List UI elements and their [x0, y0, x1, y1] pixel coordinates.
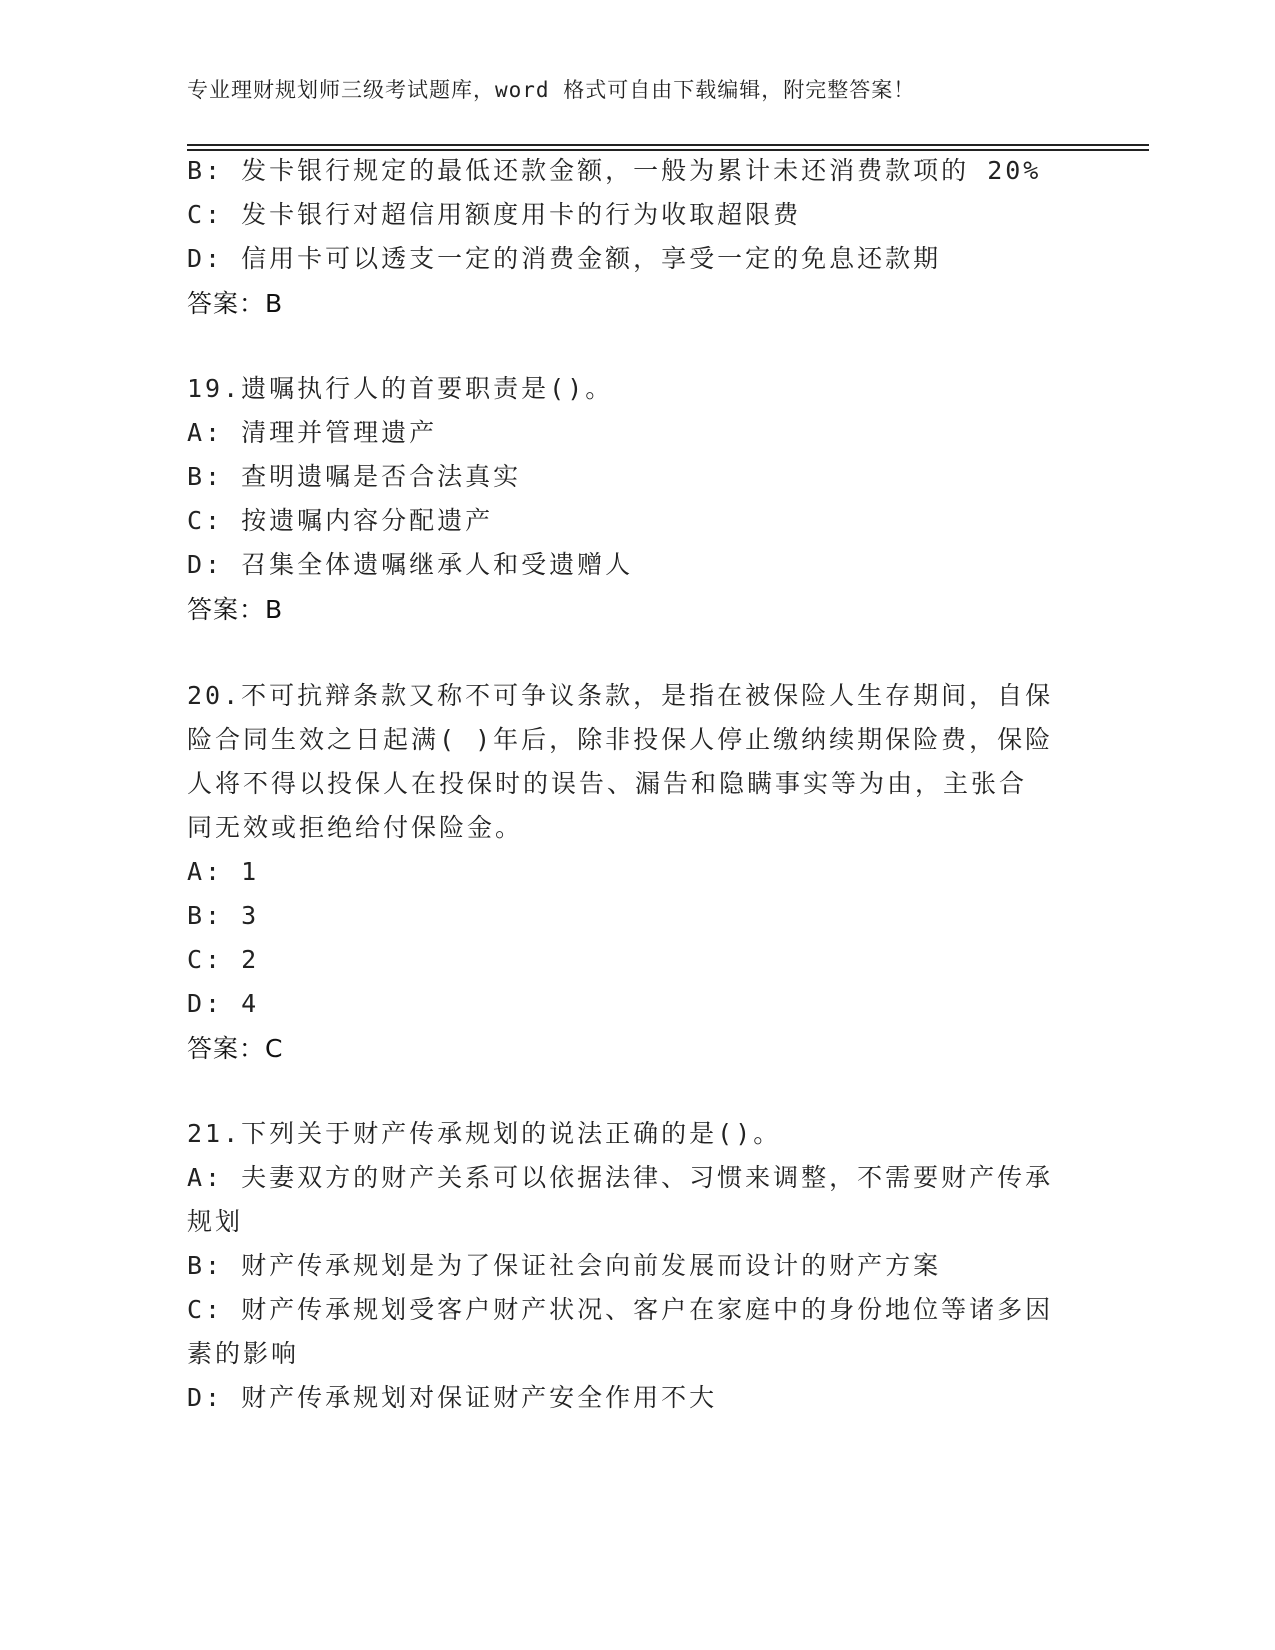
q18-answer — [187, 288, 283, 320]
answer-label: 答案： — [187, 1034, 266, 1063]
q21-option-b: B: 财产传承规划是为了保证社会向前发展而设计的财产方案 — [187, 1251, 942, 1280]
q18-option-c: C: 发卡银行对超信用额度用卡的行为收取超限费 — [187, 200, 802, 229]
answer-value: B — [265, 289, 284, 318]
q18-option-d: D: 信用卡可以透支一定的消费金额，享受一定的免息还款期 — [187, 244, 942, 273]
answer-label: 答案： — [187, 595, 266, 624]
q21-option-c-line-1: C: 财产传承规划受客户财产状况、客户在家庭中的身份地位等诸多因 — [187, 1295, 1054, 1324]
q20-option-c: C: 2 — [187, 945, 260, 974]
q21-option-d: D: 财产传承规划对保证财产安全作用不大 — [187, 1383, 718, 1412]
q19-option-b: B: 查明遗嘱是否合法真实 — [187, 462, 522, 491]
q19-option-c: C: 按遗嘱内容分配遗产 — [187, 506, 494, 535]
answer-value: B — [265, 595, 284, 624]
q20-stem-line-1: 20.不可抗辩条款又称不可争议条款，是指在被保险人生存期间，自保 — [187, 681, 1054, 710]
q20-answer — [187, 1033, 283, 1065]
q20-option-d: D: 4 — [187, 989, 260, 1018]
q21-stem: 21.下列关于财产传承规划的说法正确的是()。 — [187, 1119, 782, 1148]
q21-option-a-line-2: 规划 — [187, 1207, 244, 1236]
page-header: 专业理财规划师三级考试题库，word 格式可自由下载编辑，附完整答案！ — [187, 78, 916, 102]
answer-value: C — [265, 1034, 284, 1063]
q21-option-a-line-1: A: 夫妻双方的财产关系可以依据法律、习惯来调整，不需要财产传承 — [187, 1163, 1054, 1192]
q19-option-a: A: 清理并管理遗产 — [187, 418, 438, 447]
q18-option-b: B: 发卡银行规定的最低还款金额，一般为累计未还消费款项的 20% — [187, 156, 1042, 185]
q20-stem-line-2: 险合同生效之日起满( )年后，除非投保人停止缴纳续期保险费，保险 — [187, 725, 1054, 754]
q20-option-a: A: 1 — [187, 857, 260, 886]
header-rule-bottom — [187, 149, 1149, 151]
answer-label: 答案： — [187, 289, 266, 318]
q20-stem-line-4: 同无效或拒绝给付保险金。 — [187, 813, 524, 842]
q20-option-b: B: 3 — [187, 901, 260, 930]
q19-stem: 19.遗嘱执行人的首要职责是()。 — [187, 374, 614, 403]
q20-stem-line-3: 人将不得以投保人在投保时的误告、漏告和隐瞒事实等为由，主张合 — [187, 769, 1028, 798]
q19-answer — [187, 594, 283, 626]
q19-option-d: D: 召集全体遗嘱继承人和受遗赠人 — [187, 550, 634, 579]
header-rule-top — [187, 144, 1149, 146]
q21-option-c-line-2: 素的影响 — [187, 1339, 300, 1368]
